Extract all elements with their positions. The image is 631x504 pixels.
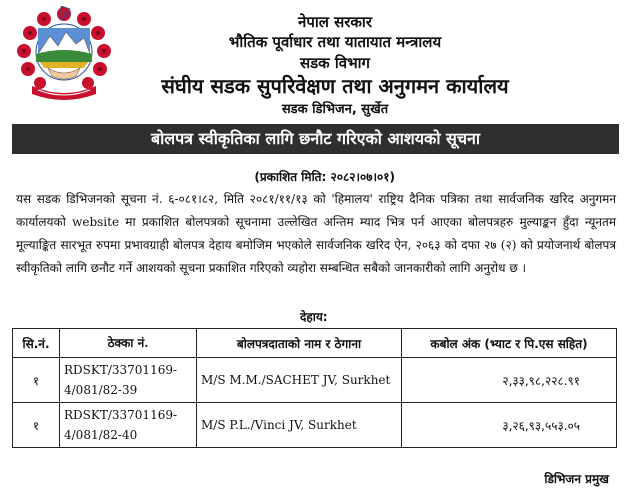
- table-row: [13, 358, 617, 403]
- cell-bidder: M/S M.M./SACHET JV, Surkhet: [197, 358, 402, 403]
- contract-no-line1: RDSKT/33701169-: [64, 408, 178, 422]
- contract-no-line2: 4/081/82-39: [64, 383, 138, 397]
- header-government: नेपाल सरकार: [298, 13, 372, 31]
- contract-no-line2: 4/081/82-40: [64, 428, 138, 442]
- cell-amount: २,३३,९८,२२८.९१: [402, 358, 617, 403]
- header-division: सडक डिभिजन, सुर्खेत: [281, 102, 389, 117]
- nepal-emblem-icon: [14, 6, 114, 102]
- header-department: सडक विभाग: [299, 54, 370, 72]
- publication-date: (प्रकाशित मिति: २०८२।०७।०१): [254, 170, 395, 184]
- signature-division-chief: डिभिजन प्रमुख: [544, 472, 609, 486]
- cell-bidder: M/S P.L./Vinci JV, Surkhet: [197, 403, 402, 448]
- selected-bids-table: [12, 328, 617, 448]
- notice-title-band: बोलपत्र स्वीकृतिका लागि छनौट गरिएको आशयको सूचना: [12, 124, 619, 154]
- header-contract-no: ठेक्का नं.: [60, 329, 197, 358]
- cell-amount: ३,२६,९३,५५३.०५: [402, 403, 617, 448]
- header-serial-no: सि.नं.: [13, 329, 60, 358]
- header-bidder: बोलपत्रदाताको नाम र ठेगाना: [197, 329, 402, 358]
- table-caption: देहाय:: [300, 310, 328, 324]
- cell-serial-no: १: [13, 358, 60, 403]
- cell-contract-no: [60, 358, 197, 403]
- contract-no-line1: RDSKT/33701169-: [64, 363, 178, 377]
- header-office: संघीय सडक सुपरिवेक्षण तथा अनुगमन कार्यालय: [161, 74, 509, 98]
- notice-body-text: यस सडक डिभिजनको सूचना नं. ६-०८१।८२, मिति २०८१/११/१३ को 'हिमालय' राष्ट्रिय दैनिक पत्रिका तथा सार्वजनिक खरिद अनुगमन कार्यालयको website मा प्रकाशित बोलपत्रको सूचनामा उल्लेखित अन्तिम म्याद भित्र पर्न आएका बोलपत्रहरु मुल्याङ्कन हुँदा न्यूनतम मूल्याङ्कित सारभूत रुपमा प्रभावग्राही बोलपत्र देहाय बमोजिम भएकोले सार्वजनिक खरिद ऐन, २०६३ को दफा २७ (२) को प्रयोजनार्थ बोलपत्र स्वीकृतिको लागि छनौट गर्ने आशयको सूचना प्रकाशित गरिएको व्यहोरा सम्बन्धित सबैको जानकारीको लागि अनुरोध छ ।: [16, 192, 616, 275]
- cell-serial-no: १: [13, 403, 60, 448]
- header-amount: कबोल अंक (भ्याट र पि.एस सहित): [402, 329, 617, 358]
- table-header-row: [13, 329, 617, 358]
- cell-contract-no: [60, 403, 197, 448]
- header-ministry: भौतिक पूर्वाधार तथा यातायात मन्त्रालय: [228, 33, 442, 51]
- table-row: [13, 403, 617, 448]
